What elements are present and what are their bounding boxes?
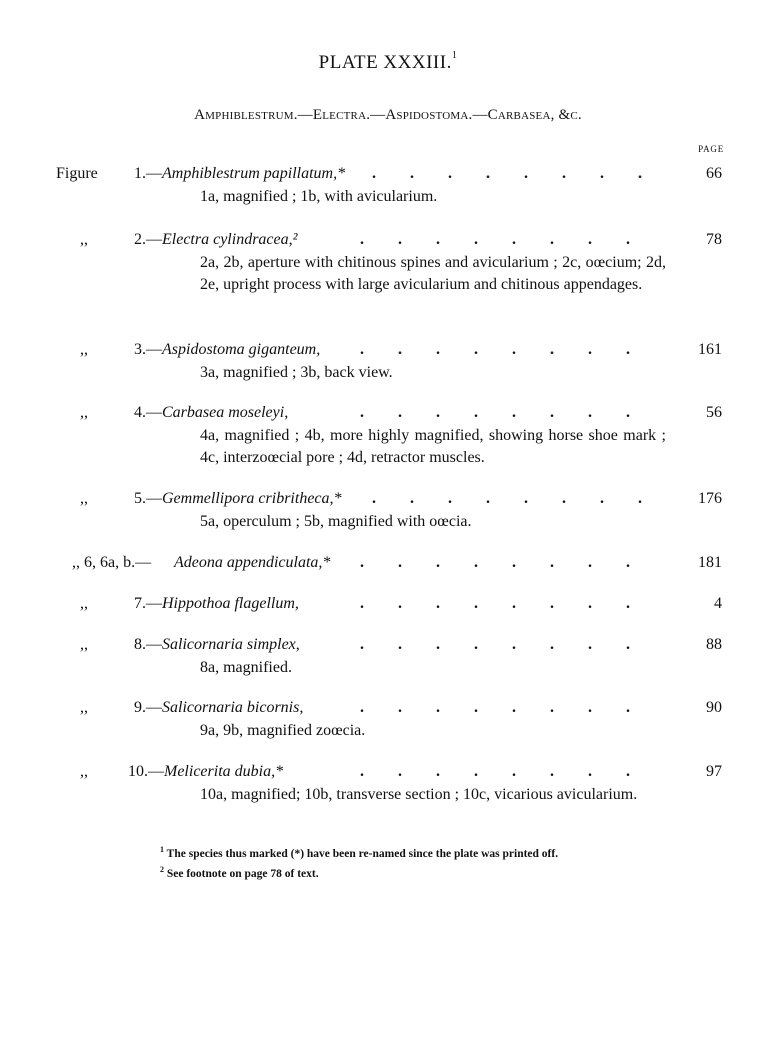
figure-title bbox=[134, 163, 345, 185]
figure-description: 2a, 2b, aperture with chitinous spines and avicularium ; 2c, oœcium; 2d, 2e, upright process with large avicularium and chitinous appendages. bbox=[200, 254, 666, 293]
leader-dots: ........ bbox=[360, 699, 664, 716]
figure-title bbox=[134, 634, 300, 656]
figure-entry bbox=[0, 402, 776, 466]
figure-number: 1.— bbox=[134, 165, 162, 182]
figure-entry bbox=[0, 593, 776, 615]
page-number: 90 bbox=[706, 699, 722, 716]
figure-label: ,, bbox=[80, 595, 88, 612]
figure-number: 5.— bbox=[134, 490, 162, 507]
figure-entry bbox=[0, 552, 776, 574]
figure-entry-line bbox=[0, 761, 776, 783]
figure-title bbox=[128, 761, 283, 783]
figure-description: 8a, magnified. bbox=[200, 659, 292, 676]
figure-entry-line bbox=[0, 697, 776, 719]
figure-label: Figure bbox=[56, 165, 98, 182]
page-number: 161 bbox=[698, 341, 722, 358]
figure-entry bbox=[0, 488, 776, 530]
leader-dots: ........ bbox=[360, 554, 664, 571]
figure-entry-line bbox=[0, 488, 776, 510]
figure-title bbox=[134, 402, 288, 424]
figure-description: 4a, magnified ; 4b, more highly magnified, showing horse shoe mark ; 4c, interzoœcial pore ; 4d, retractor muscles. bbox=[200, 427, 666, 466]
footnote-mark: 2 bbox=[160, 864, 164, 874]
figure-entry-line bbox=[0, 163, 776, 185]
page-column-header: PAGE bbox=[698, 144, 724, 154]
species-name: Gemmellipora cribritheca,* bbox=[162, 490, 342, 507]
plate-title bbox=[0, 52, 776, 74]
figure-description: 9a, 9b, magnified zoœcia. bbox=[200, 722, 366, 739]
plate-title-note-mark: 1 bbox=[451, 50, 458, 61]
figure-entry bbox=[0, 697, 776, 739]
figure-number: 8.— bbox=[134, 636, 162, 653]
species-name: Salicornaria simplex, bbox=[162, 636, 300, 653]
leader-dots: ........ bbox=[360, 231, 664, 248]
figure-title bbox=[134, 593, 299, 615]
leader-dots: ........ bbox=[372, 165, 676, 182]
figure-description: 1a, magnified ; 1b, with avicularium. bbox=[200, 188, 438, 205]
figure-title bbox=[174, 552, 330, 574]
figure-entry bbox=[0, 761, 776, 803]
footnotes bbox=[160, 842, 680, 882]
figure-label: ,, bbox=[80, 763, 88, 780]
species-name: Amphiblestrum papillatum,* bbox=[162, 165, 346, 182]
figure-entry bbox=[0, 229, 776, 293]
species-name: Salicornaria bicornis, bbox=[162, 699, 304, 716]
species-name: Electra cylindracea,² bbox=[162, 231, 298, 248]
figure-title bbox=[134, 697, 303, 719]
figure-label: ,, bbox=[80, 699, 88, 716]
footnote-1 bbox=[160, 842, 680, 862]
footnote-2 bbox=[160, 862, 680, 882]
figure-label: ,, bbox=[80, 341, 88, 358]
figure-entry-line bbox=[0, 339, 776, 361]
figure-label: ,, bbox=[80, 404, 88, 421]
figure-number: 10.— bbox=[128, 763, 164, 780]
species-name: Melicerita dubia,* bbox=[164, 763, 284, 780]
figure-number: 9.— bbox=[134, 699, 162, 716]
figure-entry-line bbox=[0, 229, 776, 251]
figure-description: 5a, operculum ; 5b, magnified with oœcia. bbox=[200, 513, 472, 530]
plate-subtitle: Amphiblestrum.—Electra.—Aspidostoma.—Carbasea, &c. bbox=[194, 107, 582, 123]
figure-description: 10a, magnified; 10b, transverse section ; 10c, vicarious avicularium. bbox=[200, 786, 638, 803]
footnote-mark: 1 bbox=[160, 845, 164, 854]
figure-label: ,, bbox=[80, 231, 88, 248]
leader-dots: ........ bbox=[360, 595, 664, 612]
page-number: 97 bbox=[706, 763, 722, 780]
page-number: 88 bbox=[706, 636, 722, 653]
figure-entry bbox=[0, 163, 776, 205]
figure-number: 3.— bbox=[134, 341, 162, 358]
plate-title-text: PLATE XXXIII. bbox=[318, 52, 452, 73]
species-name: Aspidostoma giganteum, bbox=[162, 341, 321, 358]
figure-number: 7.— bbox=[134, 595, 162, 612]
figure-entry bbox=[0, 339, 776, 381]
page-number: 4 bbox=[714, 595, 722, 612]
page-number: 56 bbox=[706, 404, 722, 421]
figure-entry-line bbox=[0, 593, 776, 615]
species-name: Adeona appendiculata,* bbox=[174, 554, 331, 571]
figure-title bbox=[134, 488, 342, 510]
figure-label: ,, bbox=[80, 490, 88, 507]
leader-dots: ........ bbox=[372, 490, 676, 507]
page-number: 66 bbox=[706, 165, 722, 182]
figure-entry bbox=[0, 634, 776, 676]
species-name: Carbasea moseleyi, bbox=[162, 404, 289, 421]
figure-entry-line bbox=[0, 552, 776, 574]
page-number: 78 bbox=[706, 231, 722, 248]
figure-description: 3a, magnified ; 3b, back view. bbox=[200, 364, 393, 381]
leader-dots: ........ bbox=[360, 341, 664, 358]
leader-dots: ........ bbox=[360, 763, 664, 780]
figure-title bbox=[134, 339, 320, 361]
figure-number: 4.— bbox=[134, 404, 162, 421]
footnote-text: The species thus marked (*) have been re-named since the plate was printed off. bbox=[166, 847, 559, 860]
figure-number: 2.— bbox=[134, 231, 162, 248]
figure-entry-line bbox=[0, 402, 776, 424]
figure-label: ,, bbox=[80, 636, 88, 653]
figure-entry-line bbox=[0, 634, 776, 656]
figure-label: ,, 6, 6a, b.— bbox=[72, 554, 152, 571]
leader-dots: ........ bbox=[360, 636, 664, 653]
leader-dots: ........ bbox=[360, 404, 664, 421]
footnote-text: See footnote on page 78 of text. bbox=[166, 867, 319, 880]
figure-title bbox=[134, 229, 297, 251]
species-name: Hippothoa flagellum, bbox=[162, 595, 299, 612]
page-number: 176 bbox=[698, 490, 722, 507]
page-number: 181 bbox=[698, 554, 722, 571]
